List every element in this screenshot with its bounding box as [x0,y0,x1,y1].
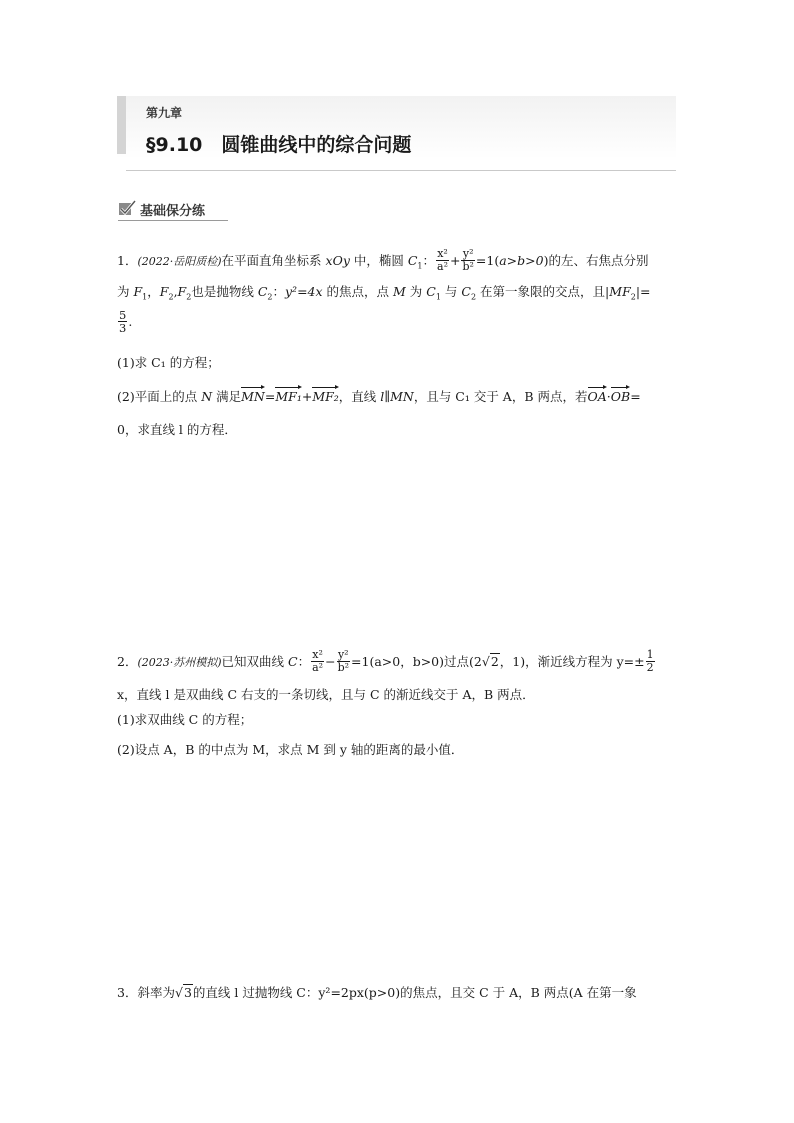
frac-num: x² [312,648,323,661]
text: 的焦点，点 [322,284,394,299]
frac-num: 5 [119,308,127,322]
text: )的左、右焦点分别 [543,253,649,268]
problem-1-line-1: 1．(2022·岳阳质检)在平面直角坐标系 xOy 中，椭圆 $C_1$： $\frac{\text{x²}}{\text{a²}}$ + $\frac{\text{y²}}{\text{b²}}$ =1(a>b>0)的左、右焦点分别 [117,247,649,273]
sqrt-arg: 2 [490,654,499,669]
frac-den: 3 [119,321,127,335]
fraction [646,649,655,674]
checkbox-check-icon [118,200,136,216]
text: =1( [475,253,500,268]
frac-den: a² [312,661,324,674]
problem-1-fraction-line [117,310,132,335]
frac-num: y² [337,648,349,661]
text: 为 [117,284,134,299]
text: ，且与 C₁ 交于 A，B 两点，若 [413,389,588,404]
fraction [118,309,127,334]
header-rule [126,170,676,171]
header-accent-bar [117,96,126,154]
problem-source: (2022·岳阳质检) [137,255,222,268]
var-M: M [393,284,406,299]
vector-MN: MN [241,389,265,404]
text: ： [422,253,436,268]
text: . [128,314,133,329]
problem-number: 1． [117,253,138,268]
var-N: N [201,389,213,404]
text: ： [297,654,311,669]
frac-num: 1 [646,648,654,661]
text: 在第一象限的交点，且| [476,284,610,299]
chapter-label: 第九章 [146,106,183,120]
problem-number: 3． [117,985,138,1000]
sqrt: √2 [481,654,499,669]
vector-OB: OB [610,389,631,404]
frac-num: x² [437,247,448,260]
fraction [461,248,474,273]
text: 也是抛物线 [191,284,258,299]
vector-MF2: MF₂ [312,389,339,404]
frac-den: 2 [646,661,654,674]
text: = [264,389,276,404]
vector-MF1: MF₁ [275,389,302,404]
frac-den: a² [437,260,448,273]
fraction [436,248,449,273]
var-MF2: MF [609,284,631,299]
text: = [630,389,641,404]
text: ，1)，渐近线方程为 y=± [499,654,645,669]
text: 斜率为 [137,985,175,1000]
text: (2)平面上的点 [117,389,202,404]
frac-den: b² [462,260,474,273]
problem-1-q1: (1)求 C₁ 的方程； [117,355,220,370]
problem-1-line-2: 为 $F_1$，$F_2,F_2$也是抛物线 $C_2$：y²=4x 的焦点，点 M 为 $C_1$ 与 $C_2$ 在第一象限的交点，且$|MF_2|=$ [117,284,651,302]
var-F2: F [177,284,187,299]
section-title: §9.10 圆锥曲线中的综合问题 [146,134,412,156]
problem-3-line-1 [117,984,637,1002]
var-C: C [407,253,418,268]
text: ，直线 [338,389,381,404]
problem-2-line-2: x，直线 l 是双曲线 C 右支的一条切线，且与 C 的渐近线交于 A，B 两点． [117,687,535,702]
sqrt: √3 [174,985,192,1000]
var-xOy: xOy [325,253,350,268]
problem-source: (2023·苏州模拟) [137,656,222,669]
var-l: l [380,389,385,404]
text: 与 [440,284,462,299]
parabola-eq: y²=4x [285,284,323,299]
text: − [325,654,336,669]
var-C: C [288,654,298,669]
fraction [337,649,350,674]
frac-den: b² [337,661,350,674]
var-F2: F [159,284,169,299]
text: 中，椭圆 [349,253,408,268]
var-MN: MN [390,389,414,404]
practice-label-text: 基础保分练 [140,204,206,219]
text: · [606,389,611,404]
vector-OA: OA [587,389,607,404]
text: |= [635,284,651,299]
problem-2-q2: (2)设点 A，B 的中点为 M，求点 M 到 y 轴的距离的最小值． [117,742,464,757]
text: + [449,253,461,268]
practice-label [118,200,228,221]
text: 已知双曲线 [221,654,289,669]
text: + [301,389,313,404]
text: 的直线 l 过抛物线 C：y²=2px(p>0)的焦点，且交 C 于 A，B 两点(A 在第一象 [192,985,637,1000]
text: 为 [405,284,427,299]
sqrt-arg: 3 [183,985,192,1000]
frac-num: y² [462,247,474,260]
condition: a>b>0 [499,253,544,268]
text: 满足 [212,389,242,404]
problem-2-q1: (1)求双曲线 C 的方程； [117,712,253,727]
problem-number: 2． [117,654,138,669]
text: ∥ [384,389,391,404]
problem-2-line-1 [117,650,656,675]
problem-1-q2 [117,388,641,406]
text: 在平面直角坐标系 [221,253,326,268]
problem-1-q2-line-2: 0，求直线 l 的方程． [117,422,237,437]
fraction [311,649,324,674]
text: ， [147,284,160,299]
var-F1: F [133,284,143,299]
text: =1(a>0，b>0)过点(2 [351,654,482,669]
